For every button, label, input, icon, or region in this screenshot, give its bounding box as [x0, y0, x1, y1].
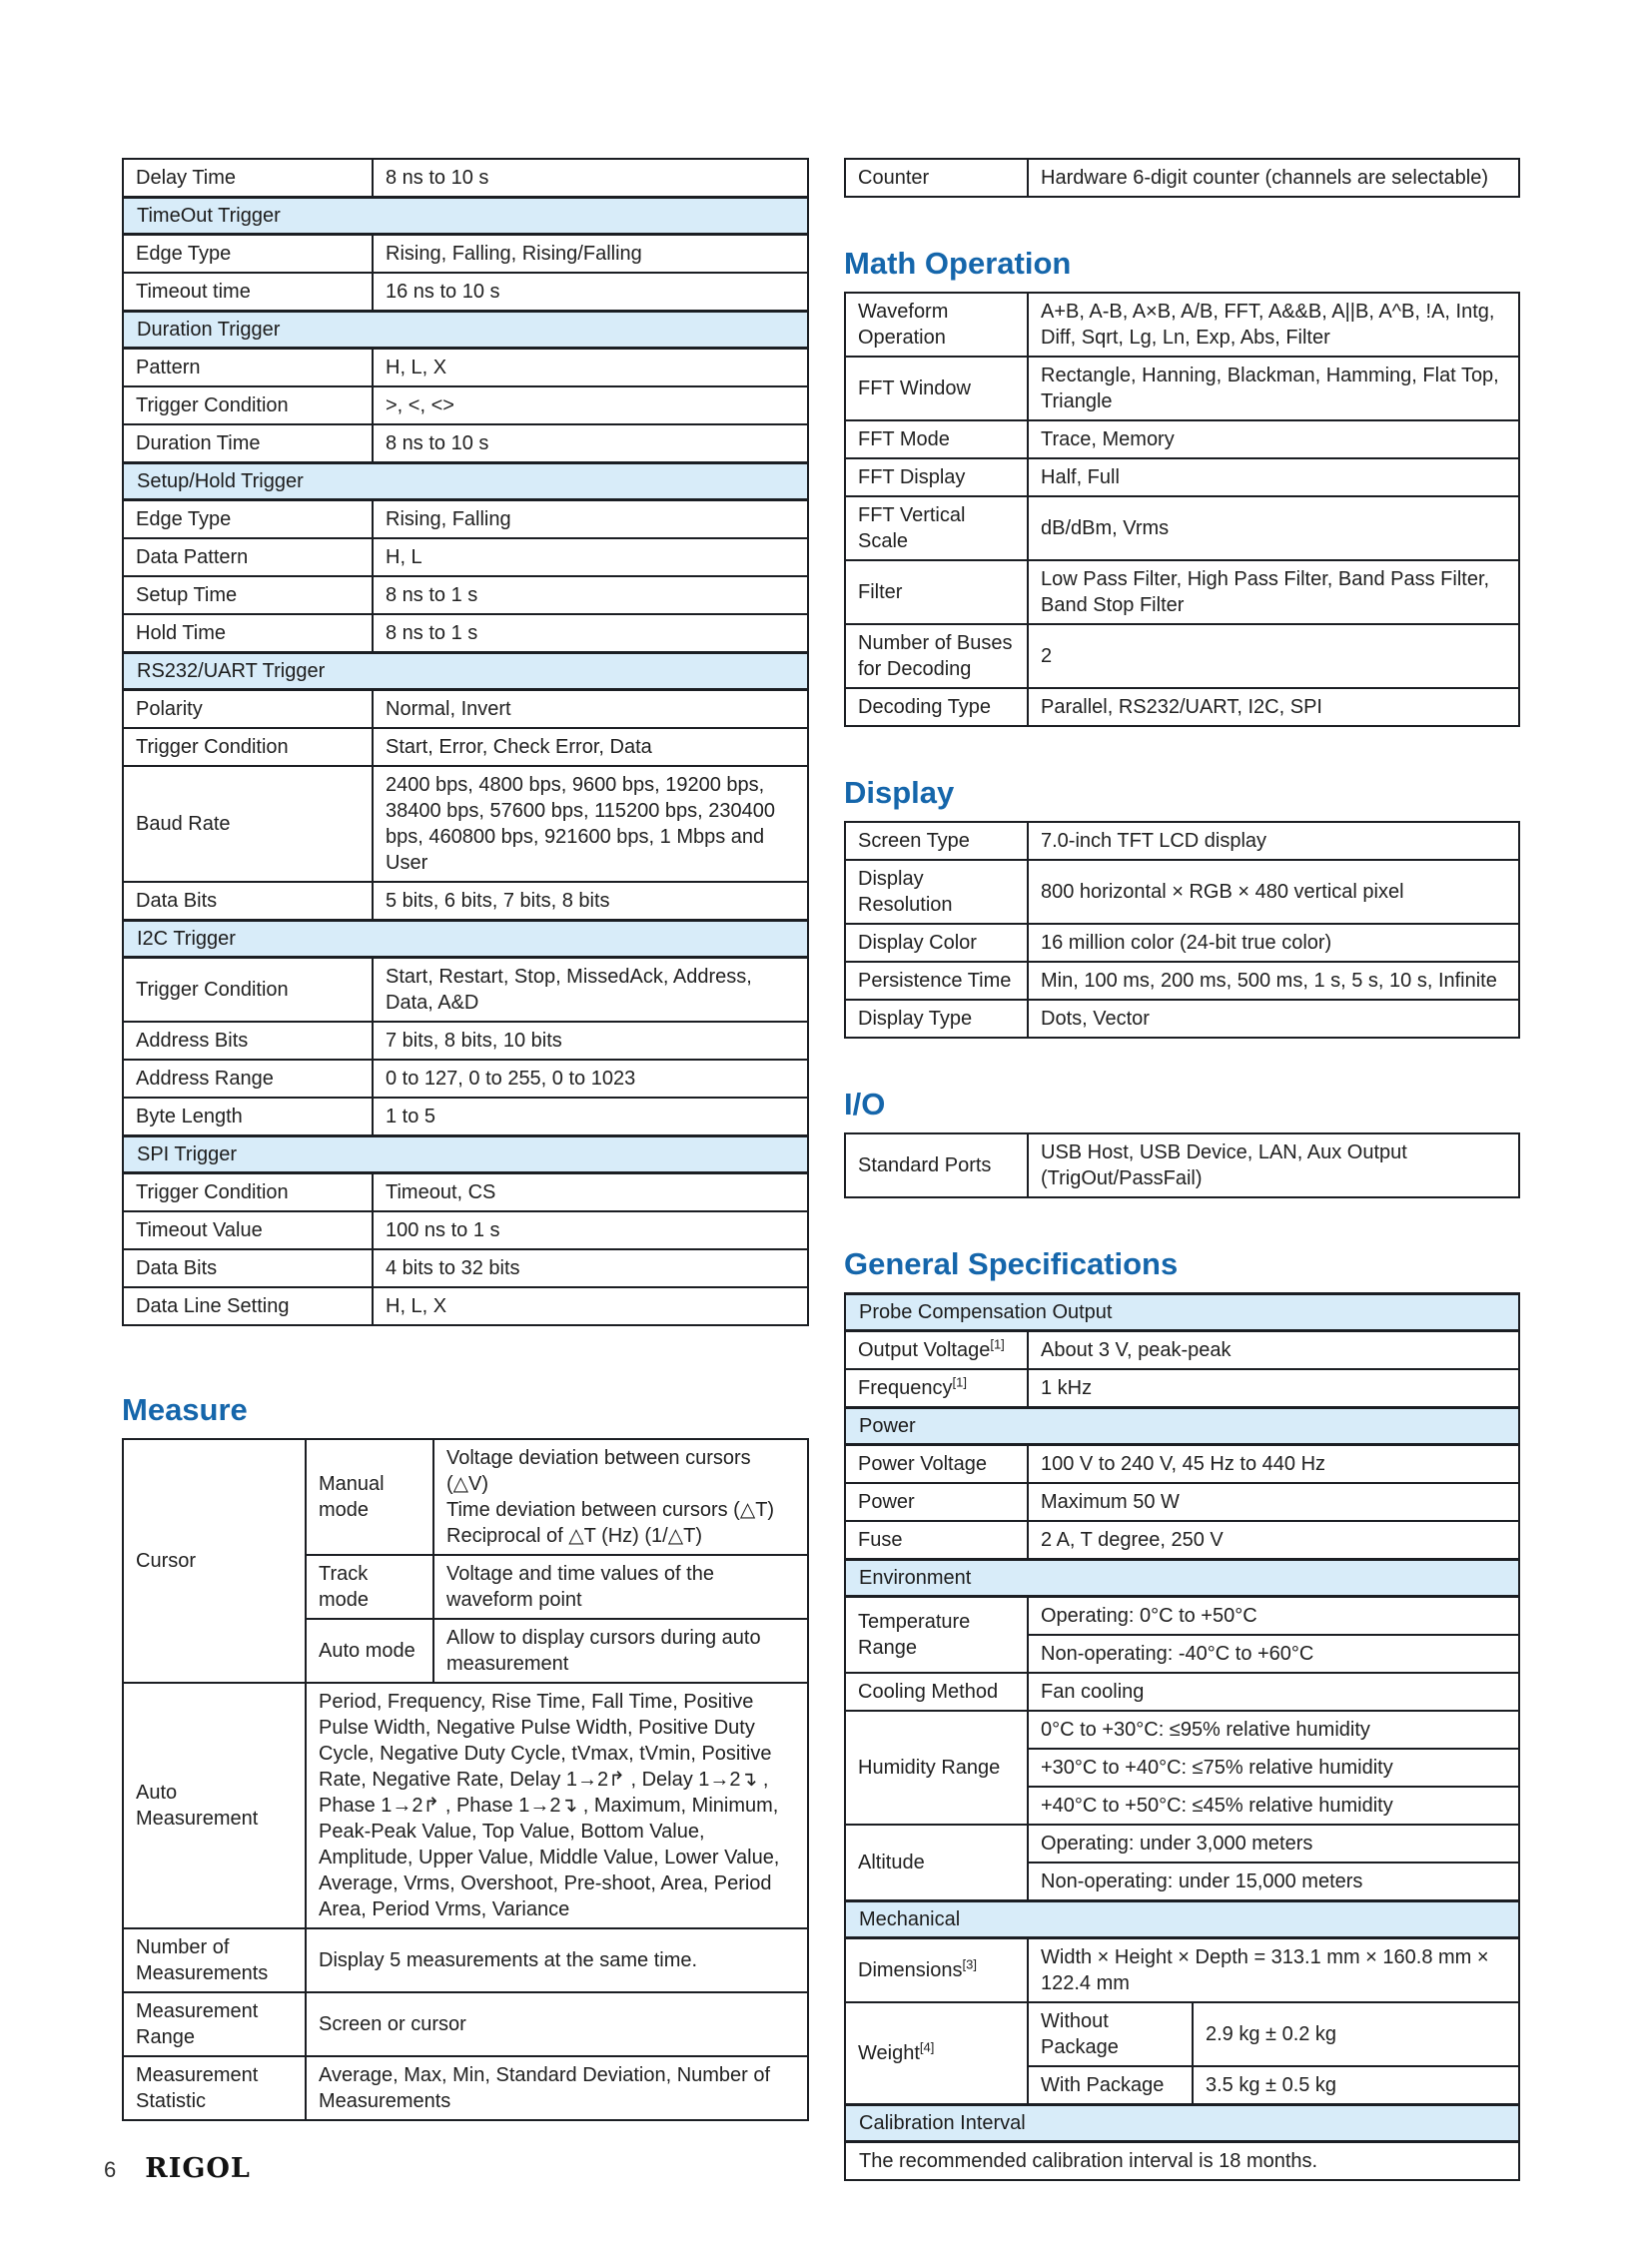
row-value: Rising, Falling, Rising/Falling	[373, 235, 808, 274]
row-value: +40°C to +50°C: ≤45% relative humidity	[1028, 1787, 1519, 1825]
row-value: Dots, Vector	[1028, 1000, 1519, 1038]
io-spec-table	[844, 1132, 1518, 1198]
row-value: dB/dBm, Vrms	[1028, 496, 1519, 560]
row-label: Timeout time	[123, 273, 373, 312]
row-label: Duration Time	[123, 424, 373, 463]
row-value: 5 bits, 6 bits, 7 bits, 8 bits	[373, 882, 808, 921]
spec-table	[122, 158, 809, 1326]
row-label: Trigger Condition	[123, 728, 373, 766]
row-label: Trigger Condition	[123, 958, 373, 1023]
section-heading-display: Display	[844, 775, 955, 810]
row-value: Min, 100 ms, 200 ms, 500 ms, 1 s, 5 s, 10 s, Infinite	[1028, 962, 1519, 1000]
row-value: 1 to 5	[373, 1098, 808, 1136]
right-column	[844, 158, 1518, 2181]
spec-table	[844, 158, 1520, 198]
value-line: Allow to display cursors during auto measurement	[446, 1627, 761, 1675]
row-value: 2 A, T degree, 250 V	[1028, 1521, 1519, 1560]
row-value: 2400 bps, 4800 bps, 9600 bps, 19200 bps, 38400 bps, 57600 bps, 115200 bps, 230400 bps, 460800 bps, 921600 bps, 1 Mbps and User	[373, 766, 808, 882]
row-label: Pattern	[123, 349, 373, 387]
row-value: 3.5 kg ± 0.5 kg	[1193, 2066, 1519, 2105]
section-band: RS232/UART Trigger	[123, 653, 808, 690]
counter-spec-table	[844, 158, 1518, 198]
row-label: Edge Type	[123, 500, 373, 539]
row-label: Output Voltage[1]	[845, 1331, 1028, 1370]
row-value: Width × Height × Depth = 313.1 mm × 160.8 mm × 122.4 mm	[1028, 1938, 1519, 2003]
section-band: Calibration Interval	[845, 2105, 1519, 2142]
row-subkey: Without Package	[1028, 2002, 1193, 2066]
row-label: Persistence Time	[845, 962, 1028, 1000]
row-label: Filter	[845, 560, 1028, 624]
row-subkey: Auto mode	[306, 1619, 433, 1683]
row-value	[433, 1555, 808, 1619]
general-spec-table	[844, 1292, 1518, 2181]
row-label: Power	[845, 1483, 1028, 1521]
row-value: Fan cooling	[1028, 1673, 1519, 1711]
value-line: Time deviation between cursors (△T)	[446, 1499, 775, 1521]
row-value: Rectangle, Hanning, Blackman, Hamming, Flat Top, Triangle	[1028, 357, 1519, 420]
row-label: Delay Time	[123, 159, 373, 198]
row-value: 800 horizontal × RGB × 480 vertical pixel	[1028, 860, 1519, 924]
row-label: Cursor	[123, 1439, 306, 1683]
spec-table	[844, 1132, 1520, 1198]
row-value: Normal, Invert	[373, 690, 808, 729]
row-label: Trigger Condition	[123, 1173, 373, 1212]
row-value: Start, Restart, Stop, MissedAck, Address, Data, A&D	[373, 958, 808, 1023]
footnote-ref: [1]	[952, 1374, 967, 1390]
value-line: Voltage deviation between cursors (△V)	[446, 1447, 751, 1495]
row-value: 4 bits to 32 bits	[373, 1249, 808, 1287]
row-label: Polarity	[123, 690, 373, 729]
row-value: 7.0-inch TFT LCD display	[1028, 822, 1519, 860]
row-label: Standard Ports	[845, 1133, 1028, 1197]
row-value: 100 ns to 1 s	[373, 1211, 808, 1249]
row-label: Trigger Condition	[123, 386, 373, 424]
row-label: Weight[4]	[845, 2002, 1028, 2105]
row-label: Measurement Range	[123, 1992, 306, 2056]
section-band: Setup/Hold Trigger	[123, 463, 808, 500]
full-width-row: The recommended calibration interval is 18 months.	[845, 2142, 1519, 2181]
row-value: 2.9 kg ± 0.2 kg	[1193, 2002, 1519, 2066]
row-label: Auto Measurement	[123, 1683, 306, 1928]
spec-table	[122, 1438, 809, 2121]
row-label: Frequency[1]	[845, 1369, 1028, 1408]
row-value: About 3 V, peak-peak	[1028, 1331, 1519, 1370]
trigger-spec-table	[122, 158, 807, 1326]
row-value: Parallel, RS232/UART, I2C, SPI	[1028, 688, 1519, 726]
row-value: Trace, Memory	[1028, 420, 1519, 458]
row-label: Counter	[845, 159, 1028, 197]
row-label: Display Color	[845, 924, 1028, 962]
row-value: Non-operating: -40°C to +60°C	[1028, 1635, 1519, 1673]
value-line: Reciprocal of △T (Hz) (1/△T)	[446, 1525, 702, 1547]
row-value: Display 5 measurements at the same time.	[306, 1928, 808, 1992]
row-value	[433, 1439, 808, 1555]
row-subkey: Track mode	[306, 1555, 433, 1619]
section-heading-general-specifications: General Specifications	[844, 1246, 1179, 1281]
row-label: Fuse	[845, 1521, 1028, 1560]
row-subkey: Manual mode	[306, 1439, 433, 1555]
row-value: Period, Frequency, Rise Time, Fall Time, Positive Pulse Width, Negative Pulse Width, Positive Duty Cycle, Negative Duty Cycle, tVmax, tVmin, Positive Rate, Negative Rate, Delay 1→2↱ , Delay 1→2↴ , Phase 1→2↱ , Phase 1→2↴ , Maximum, Minimum, Peak-Peak Value, Top Value, Bottom Value, Amplitude, Upper Value, Middle Value, Lower Value, Average, Vrms, Overshoot, Pre-shoot, Area, Period Area, Period Vrms, Variance	[306, 1683, 808, 1928]
section-band: TimeOut Trigger	[123, 198, 808, 235]
spec-table	[844, 292, 1520, 727]
row-label: FFT Vertical Scale	[845, 496, 1028, 560]
row-value: 8 ns to 10 s	[373, 424, 808, 463]
display-spec-table	[844, 821, 1518, 1039]
row-value: Low Pass Filter, High Pass Filter, Band Pass Filter, Band Stop Filter	[1028, 560, 1519, 624]
row-value: 16 ns to 10 s	[373, 273, 808, 312]
row-label: Waveform Operation	[845, 293, 1028, 357]
row-value: Hardware 6-digit counter (channels are selectable)	[1028, 159, 1519, 197]
section-band: I2C Trigger	[123, 921, 808, 958]
section-heading-measure: Measure	[122, 1392, 248, 1427]
row-label: Temperature Range	[845, 1597, 1028, 1674]
row-label: Edge Type	[123, 235, 373, 274]
row-value: Average, Max, Min, Standard Deviation, Number of Measurements	[306, 2056, 808, 2120]
row-value: Operating: 0°C to +50°C	[1028, 1597, 1519, 1636]
math-spec-table	[844, 292, 1518, 727]
row-value	[433, 1619, 808, 1683]
row-value: H, L	[373, 538, 808, 576]
row-value: Maximum 50 W	[1028, 1483, 1519, 1521]
row-label: Measurement Statistic	[123, 2056, 306, 2120]
spec-table	[844, 821, 1520, 1039]
row-value: Rising, Falling	[373, 500, 808, 539]
value-line: Voltage and time values of the waveform point	[446, 1563, 714, 1611]
row-subkey: With Package	[1028, 2066, 1193, 2105]
row-label: Screen Type	[845, 822, 1028, 860]
row-label: Data Bits	[123, 882, 373, 921]
spec-table	[844, 1292, 1520, 2181]
row-label: Number of Measurements	[123, 1928, 306, 1992]
row-label: Dimensions[3]	[845, 1938, 1028, 2003]
row-value: 1 kHz	[1028, 1369, 1519, 1408]
row-value: H, L, X	[373, 349, 808, 387]
row-value: 8 ns to 1 s	[373, 576, 808, 614]
row-value: USB Host, USB Device, LAN, Aux Output (TrigOut/PassFail)	[1028, 1133, 1519, 1197]
section-heading-io: I/O	[844, 1087, 886, 1121]
row-value: Start, Error, Check Error, Data	[373, 728, 808, 766]
row-value: 7 bits, 8 bits, 10 bits	[373, 1022, 808, 1060]
row-label: Data Line Setting	[123, 1287, 373, 1325]
row-value: 0 to 127, 0 to 255, 0 to 1023	[373, 1060, 808, 1098]
rigol-logo: RIGOL	[145, 2153, 251, 2184]
section-band: Duration Trigger	[123, 312, 808, 349]
row-value: 16 million color (24-bit true color)	[1028, 924, 1519, 962]
row-label: Hold Time	[123, 614, 373, 653]
row-value: Timeout, CS	[373, 1173, 808, 1212]
row-value: H, L, X	[373, 1287, 808, 1325]
row-value: 2	[1028, 624, 1519, 688]
page-footer	[104, 2153, 251, 2184]
row-label: Display Type	[845, 1000, 1028, 1038]
row-value: +30°C to +40°C: ≤75% relative humidity	[1028, 1749, 1519, 1787]
section-band: Mechanical	[845, 1901, 1519, 1938]
row-value: Half, Full	[1028, 458, 1519, 496]
row-value: 0°C to +30°C: ≤95% relative humidity	[1028, 1711, 1519, 1749]
section-heading-math-operation: Math Operation	[844, 246, 1072, 281]
row-label: FFT Window	[845, 357, 1028, 420]
left-column	[122, 158, 807, 2121]
row-label: Byte Length	[123, 1098, 373, 1136]
row-label: Humidity Range	[845, 1711, 1028, 1825]
row-value: Screen or cursor	[306, 1992, 808, 2056]
row-label: Address Bits	[123, 1022, 373, 1060]
row-label: FFT Display	[845, 458, 1028, 496]
footnote-ref: [1]	[990, 1336, 1005, 1352]
row-label: Data Bits	[123, 1249, 373, 1287]
page-number: 6	[104, 2157, 117, 2182]
section-band: Environment	[845, 1560, 1519, 1597]
row-value: >, <, <>	[373, 386, 808, 424]
footnote-ref: [4]	[919, 2039, 935, 2055]
row-value: 100 V to 240 V, 45 Hz to 440 Hz	[1028, 1445, 1519, 1484]
row-label: FFT Mode	[845, 420, 1028, 458]
row-label: Altitude	[845, 1825, 1028, 1901]
row-value: Operating: under 3,000 meters	[1028, 1825, 1519, 1863]
row-value: 8 ns to 10 s	[373, 159, 808, 198]
row-label: Decoding Type	[845, 688, 1028, 726]
row-label: Cooling Method	[845, 1673, 1028, 1711]
footnote-ref: [3]	[962, 1956, 977, 1972]
row-label: Timeout Value	[123, 1211, 373, 1249]
measure-spec-table	[122, 1438, 807, 2121]
row-label: Display Resolution	[845, 860, 1028, 924]
section-band: Probe Compensation Output	[845, 1294, 1519, 1331]
row-label: Baud Rate	[123, 766, 373, 882]
row-value: Non-operating: under 15,000 meters	[1028, 1863, 1519, 1901]
row-label: Power Voltage	[845, 1445, 1028, 1484]
row-label: Address Range	[123, 1060, 373, 1098]
row-label: Setup Time	[123, 576, 373, 614]
section-band: Power	[845, 1408, 1519, 1445]
section-band: SPI Trigger	[123, 1136, 808, 1173]
row-label: Number of Buses for Decoding	[845, 624, 1028, 688]
row-value: 8 ns to 1 s	[373, 614, 808, 653]
row-value: A+B, A-B, A×B, A/B, FFT, A&&B, A||B, A^B, !A, Intg, Diff, Sqrt, Lg, Ln, Exp, Abs, Filter	[1028, 293, 1519, 357]
row-label: Data Pattern	[123, 538, 373, 576]
